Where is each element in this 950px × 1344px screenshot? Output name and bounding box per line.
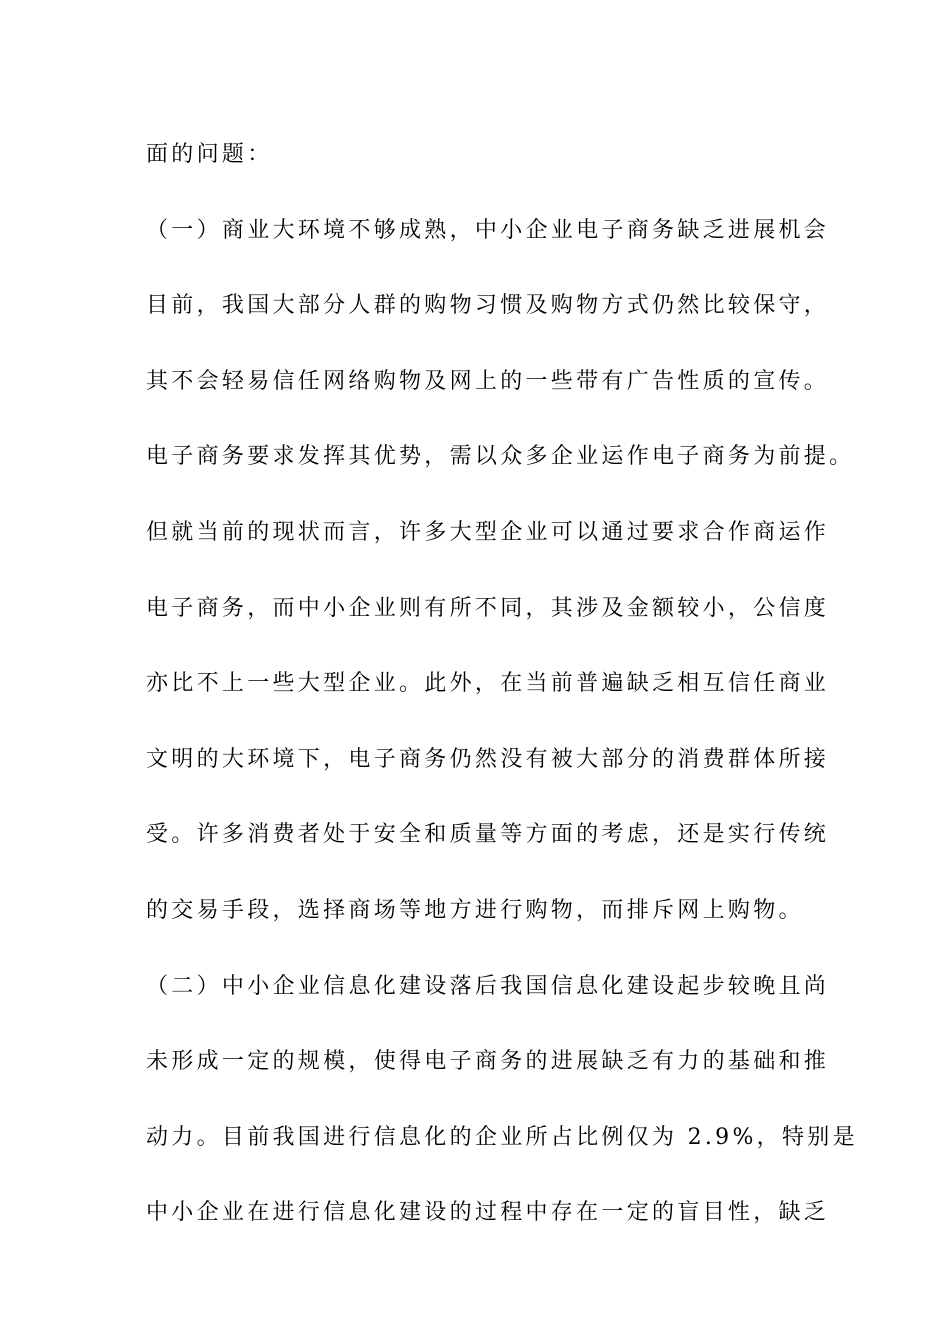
text-line: 受。许多消费者处于安全和质量等方面的考虑，还是实行传统 — [146, 822, 830, 848]
body-text — [146, 133, 858, 1267]
text-line: 文明的大环境下，电子商务仍然没有被大部分的消费群体所接 — [146, 746, 830, 772]
text-line: 电子商务要求发挥其优势，需以众多企业运作电子商务为前提。 — [146, 444, 855, 470]
text-line: 其不会轻易信任网络购物及网上的一些带有广告性质的宣传。 — [146, 368, 830, 394]
section-heading-line: （一）商业大环境不够成熟，中小企业电子商务缺乏进展机会 — [146, 217, 830, 243]
text-line: 但就当前的现状而言，许多大型企业可以通过要求合作商运作 — [146, 519, 830, 545]
text-line: 的交易手段，选择商场等地方进行购物，而排斥网上购物。 — [146, 897, 804, 923]
text-line: 电子商务，而中小企业则有所不同，其涉及金额较小，公信度 — [146, 595, 830, 621]
text-line: 面的问题： — [146, 142, 273, 167]
text-line: 目前，我国大部分人群的购物习惯及购物方式仍然比较保守， — [146, 293, 830, 319]
section-heading-line: （二）中小企业信息化建设落后我国信息化建设起步较晚且尚 — [146, 973, 830, 999]
text-line: 动力。目前我国进行信息化的企业所占比例仅为 2.9%，特别是 — [146, 1124, 858, 1150]
text-line: 中小企业在进行信息化建设的过程中存在一定的盲目性，缺乏 — [146, 1200, 830, 1226]
text-line: 亦比不上一些大型企业。此外，在当前普遍缺乏相互信任商业 — [146, 671, 830, 697]
text-line: 未形成一定的规模，使得电子商务的进展缺乏有力的基础和推 — [146, 1049, 830, 1075]
